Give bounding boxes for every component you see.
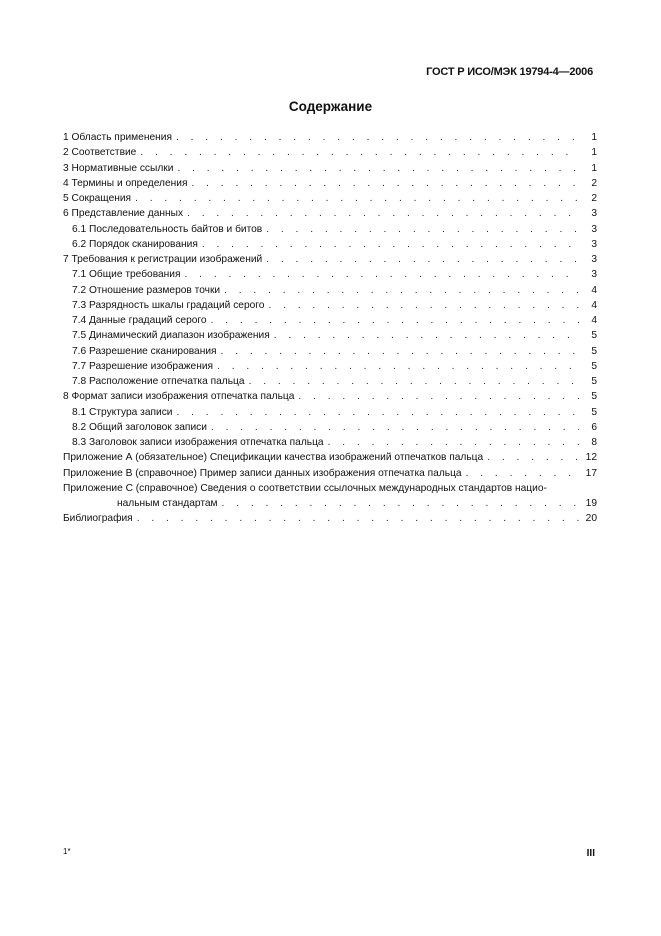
toc-leader-dots <box>176 130 579 145</box>
toc-entry-page: 1 <box>591 147 597 159</box>
toc-entry-page: 1 <box>591 162 597 174</box>
toc-entry-label: 8 Формат записи изображения отпечатка пальца <box>63 391 295 403</box>
toc-entry-label: 7.2 Отношение размеров точки <box>72 284 221 296</box>
toc-entry-label: Библиография <box>63 513 133 525</box>
toc-entry[interactable] <box>63 298 597 313</box>
page-title: Содержание <box>288 99 373 114</box>
toc-entry-label: нальным стандартам <box>117 498 218 509</box>
toc-entry-label: 7.1 Общие требования <box>72 269 181 281</box>
toc-entry[interactable] <box>63 222 597 237</box>
toc-entry-page: 19 <box>585 498 597 509</box>
toc-entry[interactable] <box>63 344 597 359</box>
toc-entry-page: 12 <box>585 452 597 464</box>
toc-entry-label: 7.8 Расположение отпечатка пальца <box>72 376 245 387</box>
toc-leader-dots <box>266 222 579 237</box>
toc-entry-page: 3 <box>591 238 597 250</box>
toc-entry-page: 5 <box>591 345 597 357</box>
toc-entry-label: 7.7 Разрешение изображения <box>72 360 214 372</box>
toc-entry-page: 5 <box>591 330 597 342</box>
toc-entry-label: 8.3 Заголовок записи изображения отпечатка пальца <box>72 437 324 448</box>
toc-entry[interactable] <box>63 252 597 267</box>
toc-leader-dots <box>298 389 579 404</box>
toc-leader-dots <box>217 359 579 374</box>
toc-entry-page: 5 <box>591 360 597 372</box>
toc-leader-dots <box>185 267 579 282</box>
toc-entry[interactable] <box>63 206 597 221</box>
toc-entry[interactable] <box>63 283 597 298</box>
footer-page-number: III <box>586 848 595 859</box>
toc-entry-page: 2 <box>591 193 597 204</box>
toc-entry[interactable] <box>63 405 597 420</box>
toc-leader-dots <box>177 161 579 176</box>
toc-leader-dots <box>191 176 579 191</box>
toc-entry[interactable] <box>63 237 597 252</box>
toc-entry-page: 5 <box>591 391 597 403</box>
toc-entry-label: 7.4 Данные градаций серого <box>72 315 207 326</box>
toc-entry-page: 17 <box>585 467 597 479</box>
toc-leader-dots <box>187 206 579 221</box>
toc-entry[interactable] <box>63 191 597 206</box>
toc-entry-page: 20 <box>585 513 597 525</box>
toc-entry[interactable] <box>63 359 597 374</box>
toc-entry-page: 2 <box>591 177 597 189</box>
toc-leader-dots <box>487 450 579 465</box>
toc-entry-label: Приложение С (справочное) Сведения о соответствии ссылочных международных стандартов нацио- <box>63 482 547 494</box>
toc-entry-label: 6 Представление данных <box>63 208 184 220</box>
toc-entry-label: 7.6 Разрешение сканирования <box>72 345 217 357</box>
toc-leader-dots <box>221 344 579 359</box>
toc-entry-label: 8.2 Общий заголовок записи <box>72 421 207 433</box>
toc-entry[interactable] <box>63 450 597 465</box>
toc-entry-page: 1 <box>591 132 597 143</box>
toc-entry-label: 3 Нормативные ссылки <box>63 162 174 174</box>
toc-entry-page: 3 <box>591 223 597 235</box>
toc-leader-dots <box>222 496 579 511</box>
toc-entry-page: 4 <box>591 315 597 326</box>
toc-entry-page: 5 <box>591 376 597 387</box>
toc-entry-page: 6 <box>591 421 597 433</box>
toc-entry-appendix-c-line2[interactable] <box>63 496 597 511</box>
toc-leader-dots <box>224 283 579 298</box>
toc-entry-label: 6.1 Последовательность байтов и битов <box>72 223 263 235</box>
toc-leader-dots <box>466 466 579 481</box>
toc-entry-label: 7 Требования к регистрации изображений <box>63 254 263 265</box>
toc-entry[interactable] <box>63 161 597 176</box>
toc-entry[interactable] <box>63 130 597 145</box>
toc-leader-dots <box>274 328 579 343</box>
toc-leader-dots <box>211 420 579 435</box>
toc-entry-label: 5 Сокращения <box>63 193 132 204</box>
toc-entry-appendix-c-line1[interactable] <box>63 481 597 496</box>
toc-leader-dots <box>135 191 579 206</box>
toc-entry-label: Приложение В (справочное) Пример записи данных изображения отпечатка пальца <box>63 467 462 479</box>
toc-entry-label: 4 Термины и определения <box>63 177 188 189</box>
toc-leader-dots <box>249 374 579 389</box>
toc-entry[interactable] <box>63 176 597 191</box>
toc-entry[interactable] <box>63 420 597 435</box>
toc-entry[interactable] <box>63 389 597 404</box>
toc-entry-label: 7.3 Разрядность шкалы градаций серого <box>72 299 265 311</box>
toc-entry[interactable] <box>63 374 597 389</box>
toc-entry[interactable] <box>63 313 597 328</box>
toc-entry-label: 6.2 Порядок сканирования <box>72 238 198 250</box>
toc-leader-dots <box>137 511 579 526</box>
document-code: ГОСТ Р ИСО/МЭК 19794-4—2006 <box>426 66 593 78</box>
footer-signature-mark: 1* <box>63 847 71 856</box>
toc-leader-dots <box>268 298 579 313</box>
toc-entry-page: 4 <box>591 299 597 311</box>
toc-leader-dots <box>202 237 579 252</box>
toc-leader-dots <box>266 252 579 267</box>
toc-entry-page: 4 <box>591 284 597 296</box>
toc-entry-page: 3 <box>591 208 597 220</box>
toc-entry[interactable] <box>63 466 597 481</box>
toc-entry-label: 8.1 Структура записи <box>72 406 173 418</box>
toc-entry-bibliography[interactable] <box>63 511 597 526</box>
toc-entry-page: 5 <box>591 406 597 418</box>
toc-entry-page: 3 <box>591 269 597 281</box>
toc-entry-label: 2 Соответствие <box>63 147 137 159</box>
toc-entry-page: 3 <box>591 254 597 265</box>
toc-leader-dots <box>328 435 579 450</box>
toc-entry-label: 7.5 Динамический диапазон изображения <box>72 330 270 342</box>
toc-entry-label: Приложение А (обязательное) Спецификации качества изображений отпечатков пальца <box>63 452 484 464</box>
table-of-contents <box>63 130 597 527</box>
toc-leader-dots <box>211 313 579 328</box>
toc-entry-label: 1 Область применения <box>63 132 172 143</box>
toc-entry[interactable] <box>63 267 597 282</box>
toc-entry[interactable] <box>63 435 597 450</box>
toc-leader-dots <box>140 145 579 160</box>
toc-entry[interactable] <box>63 328 597 343</box>
toc-entry[interactable] <box>63 145 597 160</box>
toc-leader-dots <box>176 405 579 420</box>
toc-entry-page: 8 <box>591 437 597 448</box>
